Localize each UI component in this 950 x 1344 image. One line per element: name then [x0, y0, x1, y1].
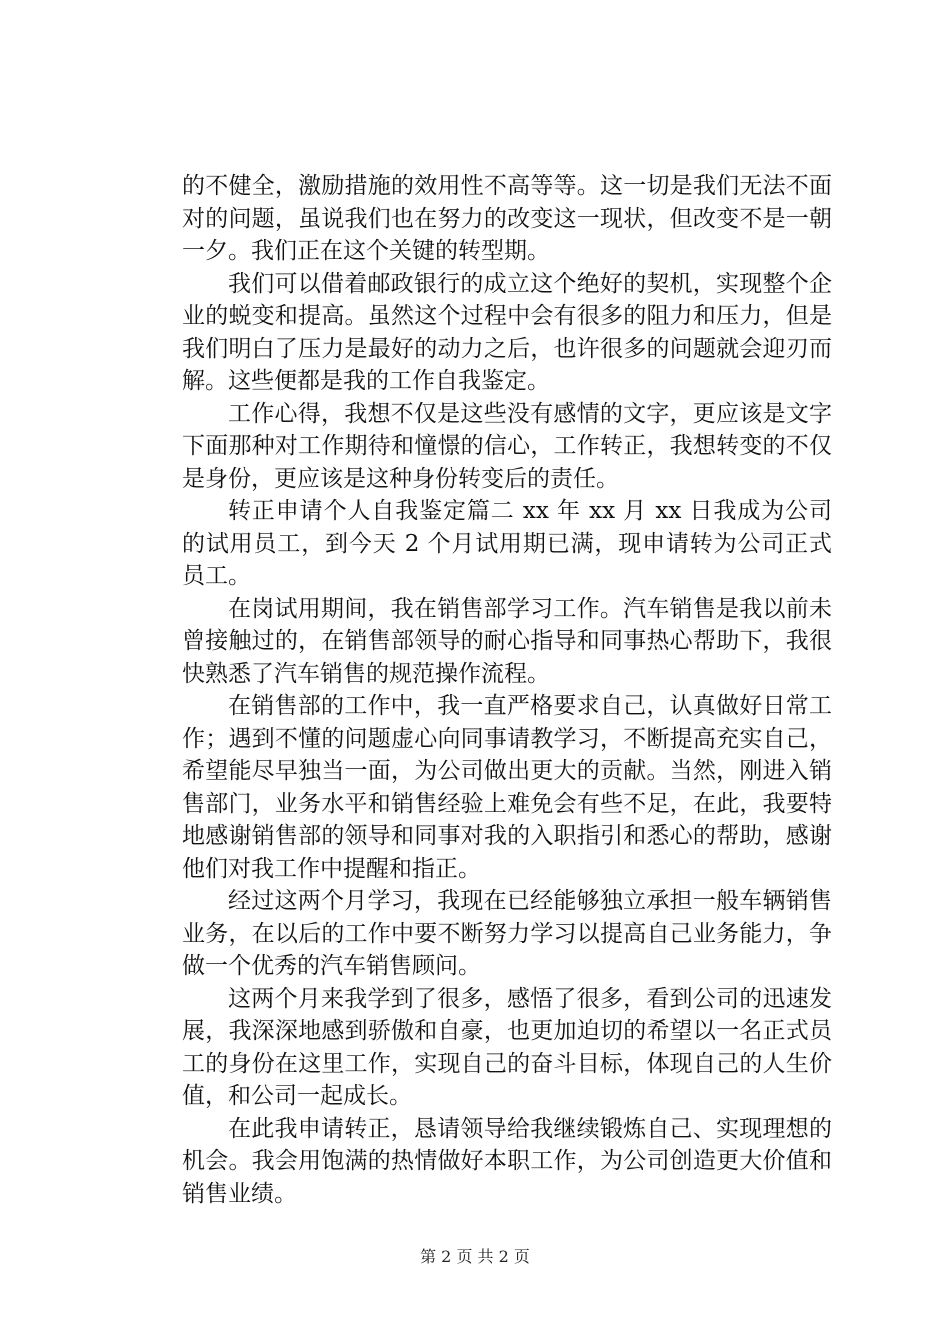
- paragraph: 在销售部的工作中，我一直严格要求自己，认真做好日常工作；遇到不懂的问题虚心向同事请教学习，不断提高充实自己，希望能尽早独当一面，为公司做出更大的贡献。当然，刚进入销售部门，业务水平和销售经验上难免会有些不足，在此，我要特地感谢销售部的领导和同事对我的入职指引和悉心的帮助，感谢他们对我工作中提醒和指正。: [182, 693, 832, 882]
- page-number-footer: 第 2 页 共 2 页: [420, 1247, 530, 1266]
- paragraph: 经过这两个月学习，我现在已经能够独立承担一般车辆销售业务，在以后的工作中要不断努力学习以提高自己业务能力，争做一个优秀的汽车销售顾问。: [182, 888, 832, 979]
- paragraph: 转正申请个人自我鉴定篇二 xx 年 xx 月 xx 日我成为公司的试用员工，到今天 2 个月试用期已满，现申请转为公司正式员工。: [182, 498, 832, 589]
- document-body: [182, 170, 832, 1210]
- paragraph: 在此我申请转正，恳请领导给我继续锻炼自己、实现理想的机会。我会用饱满的热情做好本职工作，为公司创造更大价值和销售业绩。: [182, 1115, 832, 1207]
- paragraph: 工作心得，我想不仅是这些没有感情的文字，更应该是文字下面那种对工作期待和憧憬的信心，工作转正，我想转变的不仅是身份，更应该是这种身份转变后的责任。: [182, 400, 832, 492]
- paragraph: 我们可以借着邮政银行的成立这个绝好的契机，实现整个企业的蜕变和提高。虽然这个过程中会有很多的阻力和压力，但是我们明白了压力是最好的动力之后，也许很多的问题就会迎刃而解。这些便都是我的工作自我鉴定。: [182, 270, 832, 394]
- paragraph: 这两个月来我学到了很多，感悟了很多，看到公司的迅速发展，我深深地感到骄傲和自豪，也更加迫切的希望以一名正式员工的身份在这里工作，实现自己的奋斗目标，体现自己的人生价值，和公司一起成长。: [182, 985, 832, 1109]
- paragraph: 在岗试用期间，我在销售部学习工作。汽车销售是我以前未曾接触过的，在销售部领导的耐心指导和同事热心帮助下，我很快熟悉了汽车销售的规范操作流程。: [182, 595, 832, 687]
- paragraph-continuation: 的不健全，激励措施的效用性不高等等。这一切是我们无法不面对的问题，虽说我们也在努力的改变这一现状，但改变不是一朝一夕。我们正在这个关键的转型期。: [182, 173, 832, 264]
